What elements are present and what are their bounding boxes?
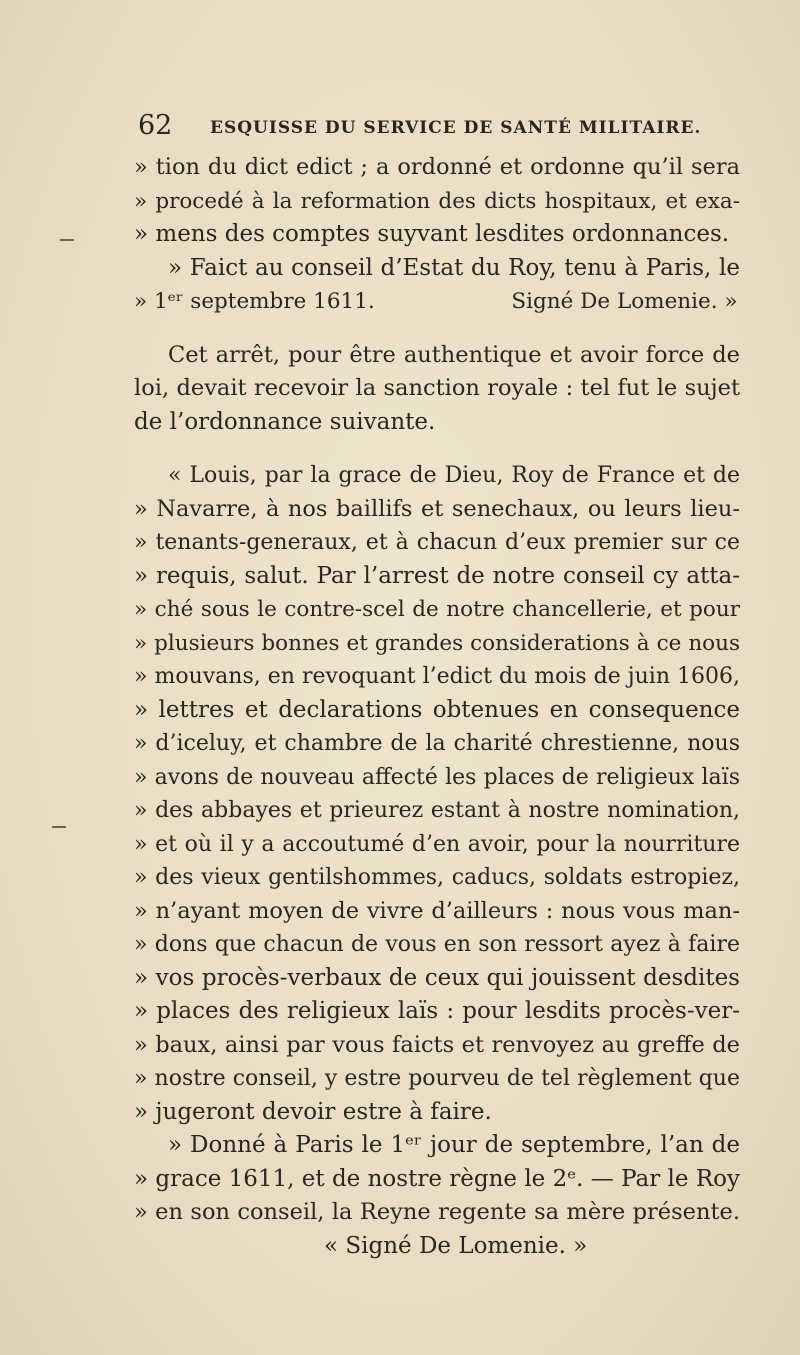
text-line: » avons de nouveau affecté les places de religieux laïs (134, 764, 740, 790)
text-line: » 1ᵉʳ septembre 1611. Signé De Lomenie. » (134, 289, 738, 314)
text-line: de l’ordonnance suivante. (134, 408, 436, 435)
text-line: » des vieux gentilshommes, caducs, soldats estropiez, (134, 865, 740, 890)
text-line: » nostre conseil, y estre pourveu de tel règlement que (134, 1066, 740, 1091)
text-line: » tenants-generaux, et à chacun d’eux premier sur ce (134, 530, 740, 555)
text-line: » ché sous le contre-scel de notre chancellerie, et pour (134, 597, 740, 622)
text-line: » requis, salut. Par l’arrest de notre conseil cy atta- (134, 562, 740, 589)
margin-mark-middle (52, 826, 66, 828)
text-line: » et où il y a accoutumé d’en avoir, pour la nourriture (134, 831, 740, 857)
text-line: » Donné à Paris le 1ᵉʳ jour de septembre, l’an de (168, 1132, 740, 1158)
text-line: » places des religieux laïs : pour lesdits procès-ver- (134, 998, 740, 1024)
text-line: » plusieurs bonnes et grandes considerations à ce nous (134, 630, 740, 656)
text-line: » Faict au conseil d’Estat du Roy, tenu à Paris, le (168, 254, 740, 281)
text-line: » jugeront devoir estre à faire. (134, 1098, 492, 1125)
body-text (134, 151, 740, 1263)
running-head: ESQUISSE DU SERVICE DE SANTÉ MILITAIRE. (210, 118, 702, 138)
text-line: » mens des comptes suyvant lesdites ordonnances. (134, 221, 730, 247)
text-line: » tion du dict edict ; a ordonné et ordonne qu’il sera (134, 154, 740, 180)
text-line: » procedé à la reformation des dicts hospitaux, et exa- (134, 188, 740, 214)
text-line: » en son conseil, la Reyne regente sa mère présente. (134, 1199, 740, 1225)
page-number: 62 (138, 110, 173, 141)
text-line: » mouvans, en revoquant l’edict du mois de juin 1606, (134, 664, 740, 689)
margin-mark-top (60, 239, 74, 241)
text-line: » lettres et declarations obtenues en consequence (134, 696, 740, 723)
text-line: loi, devait recevoir la sanction royale : tel fut le sujet (134, 375, 740, 401)
text-line: » grace 1611, et de nostre règne le 2ᵉ. — Par le Roy (134, 1165, 740, 1192)
text-line: » n’ayant moyen de vivre d’ailleurs : nous vous man- (134, 897, 740, 924)
text-line: » baux, ainsi par vous faicts et renvoyez au greffe de (134, 1031, 740, 1058)
page-header (138, 108, 758, 144)
text-line: Cet arrêt, pour être authentique et avoir force de (168, 341, 740, 368)
text-line: » Navarre, à nos baillifs et senechaux, ou leurs lieu- (134, 495, 740, 522)
text-line: « Louis, par la grace de Dieu, Roy de France et de (168, 463, 740, 488)
signature-line: « Signé De Lomenie. » (324, 1232, 588, 1259)
text-line: » des abbayes et prieurez estant à nostre nomination, (134, 798, 740, 823)
text-line: » dons que chacun de vous en son ressort ayez à faire (134, 932, 740, 957)
text-line: » vos procès-verbaux de ceux qui jouissent desdites (134, 964, 740, 991)
text-line: » d’iceluy, et chambre de la charité chrestienne, nous (134, 731, 740, 756)
